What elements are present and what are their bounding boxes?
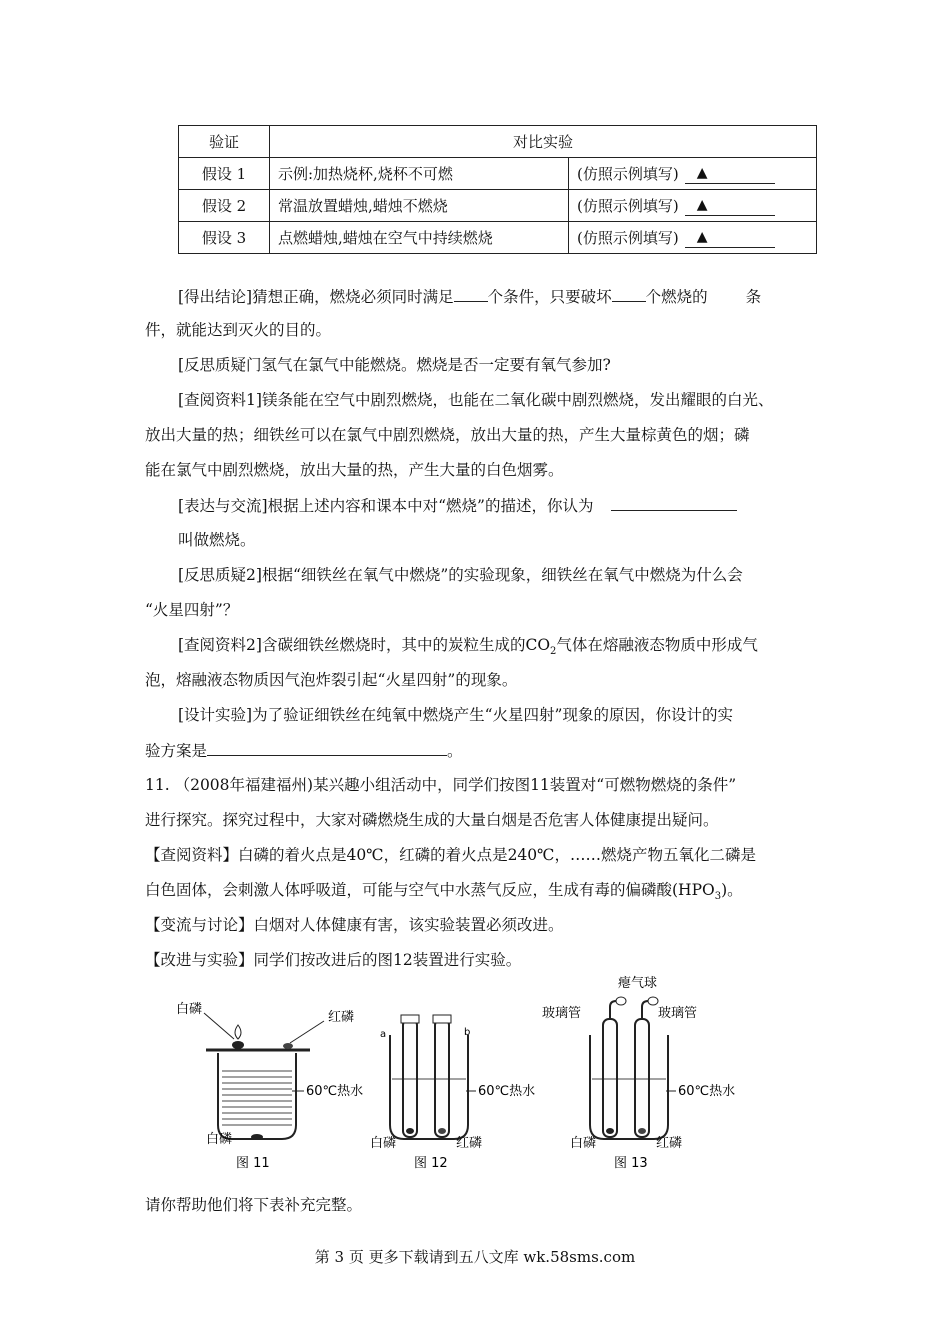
red-phosphorus	[438, 1128, 446, 1134]
balloon-right	[648, 997, 658, 1005]
caption-fig-11: 图 11	[236, 1156, 270, 1171]
blank-definition[interactable]	[611, 495, 737, 511]
figure-11	[176, 1001, 363, 1171]
white-phosphorus	[606, 1128, 614, 1134]
fill-hint: (仿照示例填写)	[577, 229, 679, 247]
triangle-mark: ▲	[696, 164, 708, 181]
paragraph: 白色固体，会刺激人体呼吸道，可能与空气中水蒸气反应，生成有毒的偏磷酸$(HPO_3)$。	[145, 881, 743, 902]
figure-12	[370, 1015, 535, 1171]
caption-fig-12: 图 12	[414, 1156, 448, 1171]
row-example: 示例:加热烧杯,烧杯不可燃	[270, 158, 569, 190]
pointer	[290, 1021, 324, 1043]
paragraph: 件，就能达到灭火的目的。	[145, 321, 332, 339]
label-red-p: 红磷	[656, 1136, 683, 1151]
table-row	[179, 158, 817, 190]
paragraph: 泡，熔融液态物质因气泡炸裂引起“火星四射”的现象。	[145, 671, 518, 689]
paragraph: “火星四射”？	[145, 601, 239, 619]
blank-design[interactable]	[207, 740, 447, 756]
figure-13	[542, 975, 735, 1171]
water	[222, 1071, 292, 1125]
blank-2[interactable]	[612, 286, 646, 302]
white-phosphorus	[232, 1041, 244, 1049]
paragraph: [查阅资料1]镁条能在空气中剧烈燃烧，也能在二氧化碳中剧烈燃烧，发出耀眼的白光、	[178, 391, 774, 409]
fill-hint: (仿照示例填写)	[577, 165, 679, 183]
red-phosphorus	[638, 1128, 646, 1134]
row-example: 常温放置蜡烛,蜡烛不燃烧	[270, 190, 569, 222]
header-compare: 对比实验	[270, 126, 817, 158]
balloon-left	[616, 997, 626, 1005]
table-row	[179, 222, 817, 254]
beaker	[590, 1035, 668, 1139]
triangle-mark: ▲	[696, 228, 708, 245]
paragraph: 【变流与讨论】白烟对人体健康有害，该实验装置必须改进。	[145, 916, 564, 934]
label-white-p: 白磷	[570, 1136, 597, 1151]
conclusion-line: [得出结论]猜想正确，燃烧必须同时满足 个条件，只要破坏 个燃烧的 条	[178, 288, 762, 306]
beaker	[390, 1035, 468, 1139]
white-phosphorus	[406, 1128, 414, 1134]
paragraph: 进行探究。探究过程中，大家对磷燃烧生成的大量白烟是否危害人体健康提出疑问。	[145, 811, 719, 829]
paragraph: 放出大量的热；细铁丝可以在氯气中剧烈燃烧，放出大量的热，产生大量棕黄色的烟；磷	[145, 426, 750, 444]
paragraph: 【改进与实验】同学们按改进后的图12装置进行实验。	[145, 951, 522, 969]
table-row	[179, 190, 817, 222]
paragraph: 请你帮助他们将下表补充完整。	[145, 1196, 363, 1214]
label-white-p: 白磷	[370, 1136, 397, 1151]
test-tube-right	[635, 1019, 649, 1137]
row-example: 点燃蜡烛,蜡烛在空气中持续燃烧	[270, 222, 569, 254]
paragraph: [反思质疑门氢气在氯气中能燃烧。燃烧是否一定要有氧气参加?	[178, 356, 611, 374]
label-glass-tube-left: 玻璃管	[542, 1006, 582, 1021]
label-red-p: 红磷	[456, 1136, 483, 1151]
stopper-b	[433, 1015, 451, 1023]
paragraph: [设计实验]为了验证细铁丝在纯氧中燃烧产生“火星四射”现象的原因，你设计的实	[178, 706, 733, 724]
question-11: 11. （2008年福建福州)某兴趣小组活动中，同学们按图11装置对“可燃物燃烧的条件”	[145, 776, 737, 794]
label-water: 60℃热水	[306, 1084, 364, 1099]
row-label: 假设 2	[179, 190, 270, 222]
apparatus-figure	[160, 975, 736, 1175]
row-label: 假设 1	[179, 158, 270, 190]
label-balloon: 瘪气球	[618, 976, 658, 991]
label-red-p: 红磷	[328, 1010, 355, 1025]
label-white-p-water: 白磷	[206, 1132, 233, 1147]
label-b: b	[464, 1027, 471, 1038]
paragraph: 叫做燃烧。	[178, 531, 256, 549]
stopper-a	[401, 1015, 419, 1023]
label-a: a	[380, 1029, 387, 1040]
pointer	[204, 1013, 234, 1039]
row-fill[interactable]	[569, 158, 817, 190]
paragraph: [反思质疑2]根据“细铁丝在氧气中燃烧”的实验现象，细铁丝在氧气中燃烧为什么会	[178, 566, 743, 584]
caption-fig-13: 图 13	[614, 1156, 648, 1171]
label-glass-tube-right: 玻璃管	[658, 1006, 698, 1021]
row-label: 假设 3	[179, 222, 270, 254]
row-fill[interactable]	[569, 222, 817, 254]
design-line: 验方案是 。	[145, 742, 463, 760]
test-tube-b	[435, 1019, 449, 1137]
page-footer: 第 3 页 更多下载请到五八文库 wk.58sms.com	[314, 1248, 636, 1266]
paragraph: [查阅资料2]含碳细铁丝燃烧时，其中的炭粒生成的$CO_2$气体在熔融液态物质中形成气	[178, 636, 758, 657]
table-header-row	[179, 126, 817, 158]
paragraph: 能在氯气中剧烈燃烧，放出大量的热，产生大量的白色烟雾。	[145, 461, 564, 479]
label-water: 60℃热水	[678, 1084, 736, 1099]
beaker	[218, 1053, 296, 1139]
flame-icon	[235, 1025, 241, 1039]
triangle-mark: ▲	[696, 196, 708, 213]
blank-1[interactable]	[454, 286, 488, 302]
header-verify: 验证	[179, 126, 270, 158]
row-fill[interactable]	[569, 190, 817, 222]
expression-line: [表达与交流]根据上述内容和课本中对“燃烧”的描述，你认为	[178, 495, 737, 516]
label-white-p: 白磷	[176, 1002, 203, 1017]
test-tube-left	[603, 1019, 617, 1137]
white-phosphorus-water	[251, 1134, 263, 1140]
test-tube-a	[403, 1019, 417, 1137]
paragraph: 【查阅资料】白磷的着火点是40℃，红磷的着火点是240℃，……燃烧产物五氧化二磷是	[145, 846, 756, 864]
label-water: 60℃热水	[478, 1084, 536, 1099]
red-phosphorus	[283, 1043, 293, 1049]
comparison-table	[178, 125, 817, 254]
fill-hint: (仿照示例填写)	[577, 197, 679, 215]
